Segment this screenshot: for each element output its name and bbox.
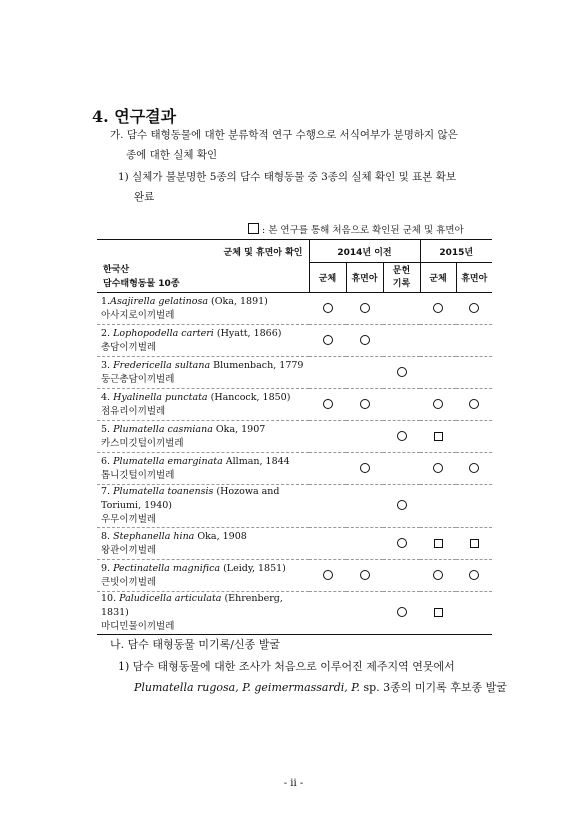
mark-cell	[346, 325, 383, 357]
korean-name: 둥근총담이끼벌레	[101, 373, 175, 385]
scientific-name: Stephanella hina	[113, 530, 195, 542]
species-cell	[97, 293, 309, 325]
table-row	[97, 560, 492, 592]
species-number: 10.	[101, 593, 120, 604]
square-mark-icon	[434, 539, 443, 548]
korean-name: 왕관이끼벌레	[101, 544, 157, 556]
table-row	[97, 389, 492, 421]
korean-name: 아사지로이끼벌레	[101, 309, 175, 321]
circle-mark-icon	[397, 431, 407, 441]
korean-name: 큰빗이끼벌레	[101, 576, 157, 588]
species-number: 2.	[101, 327, 114, 339]
item-na1-line1: 1) 담수 태형동물에 대한 조사가 처음으로 이루어진 제주지역 연못에서	[118, 660, 455, 673]
species-cell	[97, 528, 309, 560]
mark-cell	[456, 485, 492, 528]
mark-cell	[383, 421, 420, 453]
mark-cell	[383, 357, 420, 389]
korean-name: 총담이끼벌레	[101, 341, 157, 353]
species-cell	[97, 421, 309, 453]
species-cell	[97, 325, 309, 357]
section-title: 4. 연구결과	[92, 107, 177, 126]
species-number: 3.	[101, 359, 114, 371]
species-names-italic: Plumatella rugosa, P. geimermassardi, P.	[134, 681, 360, 694]
species-cell	[97, 485, 309, 528]
mark-cell	[309, 293, 346, 325]
page-number: - ii -	[283, 778, 304, 789]
mark-cell	[420, 389, 456, 421]
mark-cell	[456, 528, 492, 560]
mark-cell	[346, 421, 383, 453]
mark-cell	[346, 560, 383, 592]
korean-name: 마디민물이끼벌레	[101, 621, 175, 632]
species-number: 8.	[101, 530, 114, 542]
paragraph-ga-line2: 종에 대한 실체 확인	[126, 149, 218, 161]
table-row	[97, 453, 492, 485]
square-mark-icon	[470, 539, 479, 548]
item-na1-rest: sp. 3종의 미기록 후보종 발굴	[359, 681, 507, 694]
species-number: 5.	[101, 423, 114, 435]
square-mark-icon	[434, 608, 443, 617]
species-authority: Oka, 1908	[194, 530, 247, 542]
table-legend	[248, 222, 464, 236]
scientific-name: Lophopodella carteri	[113, 327, 214, 339]
species-number: 1.	[101, 295, 111, 307]
circle-mark-icon	[397, 500, 407, 510]
mark-cell	[456, 357, 492, 389]
header-row-label: 한국산 담수태형동물 10종	[97, 263, 309, 293]
mark-cell	[383, 389, 420, 421]
mark-cell	[456, 453, 492, 485]
mark-cell	[420, 528, 456, 560]
mark-cell	[309, 453, 346, 485]
col-statoblast-2015: 휴면아	[456, 263, 492, 293]
col-literature: 문헌 기록	[383, 263, 420, 293]
korean-name: 우무이끼벌레	[101, 514, 157, 525]
item1-line2: 완료	[134, 191, 155, 203]
circle-mark-icon	[360, 570, 370, 580]
species-table	[97, 239, 492, 635]
mark-cell	[456, 592, 492, 635]
col-colony-2015: 군체	[420, 263, 456, 293]
mark-cell	[383, 453, 420, 485]
item1-line1: 1) 실체가 불분명한 5종의 담수 태형동물 중 3종의 실체 확인 및 표본 확보	[118, 171, 457, 183]
circle-mark-icon	[397, 607, 407, 617]
scientific-name: Plumatella casmiana	[113, 423, 213, 435]
circle-mark-icon	[397, 538, 407, 548]
circle-mark-icon	[360, 335, 370, 345]
circle-mark-icon	[323, 303, 333, 313]
mark-cell	[456, 560, 492, 592]
mark-cell	[346, 453, 383, 485]
mark-cell	[420, 453, 456, 485]
circle-mark-icon	[469, 570, 479, 580]
mark-cell	[420, 485, 456, 528]
mark-cell	[456, 389, 492, 421]
circle-mark-icon	[323, 570, 333, 580]
circle-mark-icon	[323, 399, 333, 409]
paragraph-ga-line1: 가. 담수 태형동물에 대한 분류학적 연구 수행으로 서식여부가 분명하지 않은	[110, 129, 458, 141]
col-statoblast: 휴면아	[346, 263, 383, 293]
header-2015: 2015년	[420, 240, 492, 263]
species-number: 7.	[101, 486, 114, 497]
scientific-name: Paludicella articulata	[119, 593, 222, 604]
mark-cell	[456, 293, 492, 325]
mark-cell	[309, 357, 346, 389]
circle-mark-icon	[433, 570, 443, 580]
mark-cell	[346, 357, 383, 389]
circle-mark-icon	[323, 335, 333, 345]
mark-cell	[309, 528, 346, 560]
scientific-name: Pectinatella magnifica	[113, 562, 221, 574]
circle-mark-icon	[433, 303, 443, 313]
mark-cell	[383, 485, 420, 528]
korean-name: 점유리이끼벌레	[101, 405, 166, 417]
circle-mark-icon	[469, 399, 479, 409]
mark-cell	[383, 325, 420, 357]
item-na1-line2	[134, 681, 507, 695]
circle-mark-icon	[469, 463, 479, 473]
mark-cell	[383, 528, 420, 560]
species-cell	[97, 560, 309, 592]
mark-cell	[309, 325, 346, 357]
table-row	[97, 325, 492, 357]
mark-cell	[309, 485, 346, 528]
circle-mark-icon	[433, 399, 443, 409]
legend-square-icon	[248, 223, 259, 234]
col-colony: 군체	[309, 263, 346, 293]
mark-cell	[420, 293, 456, 325]
species-authority: Allman, 1844	[222, 455, 290, 467]
korean-name: 카스미깃털이끼벌레	[101, 437, 184, 449]
mark-cell	[346, 389, 383, 421]
circle-mark-icon	[360, 303, 370, 313]
mark-cell	[456, 325, 492, 357]
species-cell	[97, 592, 309, 635]
species-authority: (Ehrenberg, 1831)	[101, 593, 283, 618]
species-cell	[97, 357, 309, 389]
table-row	[97, 421, 492, 453]
species-authority: (Hozowa and Toriumi, 1940)	[101, 486, 280, 511]
species-authority: (Hyatt, 1866)	[213, 327, 282, 339]
mark-cell	[309, 560, 346, 592]
mark-cell	[383, 560, 420, 592]
mark-cell	[309, 592, 346, 635]
scientific-name: Plumatella toanensis	[113, 486, 214, 497]
species-number: 9.	[101, 562, 114, 574]
species-cell	[97, 453, 309, 485]
scientific-name: Asajirella gelatinosa	[110, 295, 209, 307]
circle-mark-icon	[469, 303, 479, 313]
mark-cell	[346, 293, 383, 325]
mark-cell	[309, 421, 346, 453]
circle-mark-icon	[433, 463, 443, 473]
table-row	[97, 528, 492, 560]
circle-mark-icon	[360, 399, 370, 409]
legend-text: : 본 연구를 통해 처음으로 확인된 군체 및 휴면아	[262, 225, 464, 236]
paragraph-na: 나. 담수 태형동물 미기록/신종 발굴	[110, 638, 280, 651]
mark-cell	[309, 389, 346, 421]
species-authority: (Hancock, 1850)	[207, 391, 291, 403]
species-authority: Blumenbach, 1779	[210, 359, 304, 371]
mark-cell	[456, 421, 492, 453]
header-2014: 2014년 이전	[309, 240, 420, 263]
species-cell	[97, 389, 309, 421]
scientific-name: Hyalinella punctata	[113, 391, 208, 403]
mark-cell	[346, 485, 383, 528]
mark-cell	[420, 421, 456, 453]
scientific-name: Fredericella sultana	[113, 359, 211, 371]
mark-cell	[383, 293, 420, 325]
species-number: 6.	[101, 455, 114, 467]
mark-cell	[346, 592, 383, 635]
header-confirm: 군체 및 휴면아 확인	[97, 240, 309, 263]
mark-cell	[383, 592, 420, 635]
mark-cell	[420, 560, 456, 592]
table-row	[97, 592, 492, 635]
mark-cell	[346, 528, 383, 560]
korean-name: 톱니깃털이끼벌레	[101, 469, 175, 481]
mark-cell	[420, 357, 456, 389]
table-row	[97, 293, 492, 325]
square-mark-icon	[434, 432, 443, 441]
mark-cell	[420, 325, 456, 357]
scientific-name: Plumatella emarginata	[113, 455, 223, 467]
circle-mark-icon	[397, 367, 407, 377]
table-row	[97, 485, 492, 528]
species-authority: (Leidy, 1851)	[220, 562, 286, 574]
species-authority: (Oka, 1891)	[208, 295, 268, 307]
table-row	[97, 357, 492, 389]
circle-mark-icon	[360, 463, 370, 473]
species-authority: Oka, 1907	[212, 423, 266, 435]
species-number: 4.	[101, 391, 114, 403]
mark-cell	[420, 592, 456, 635]
